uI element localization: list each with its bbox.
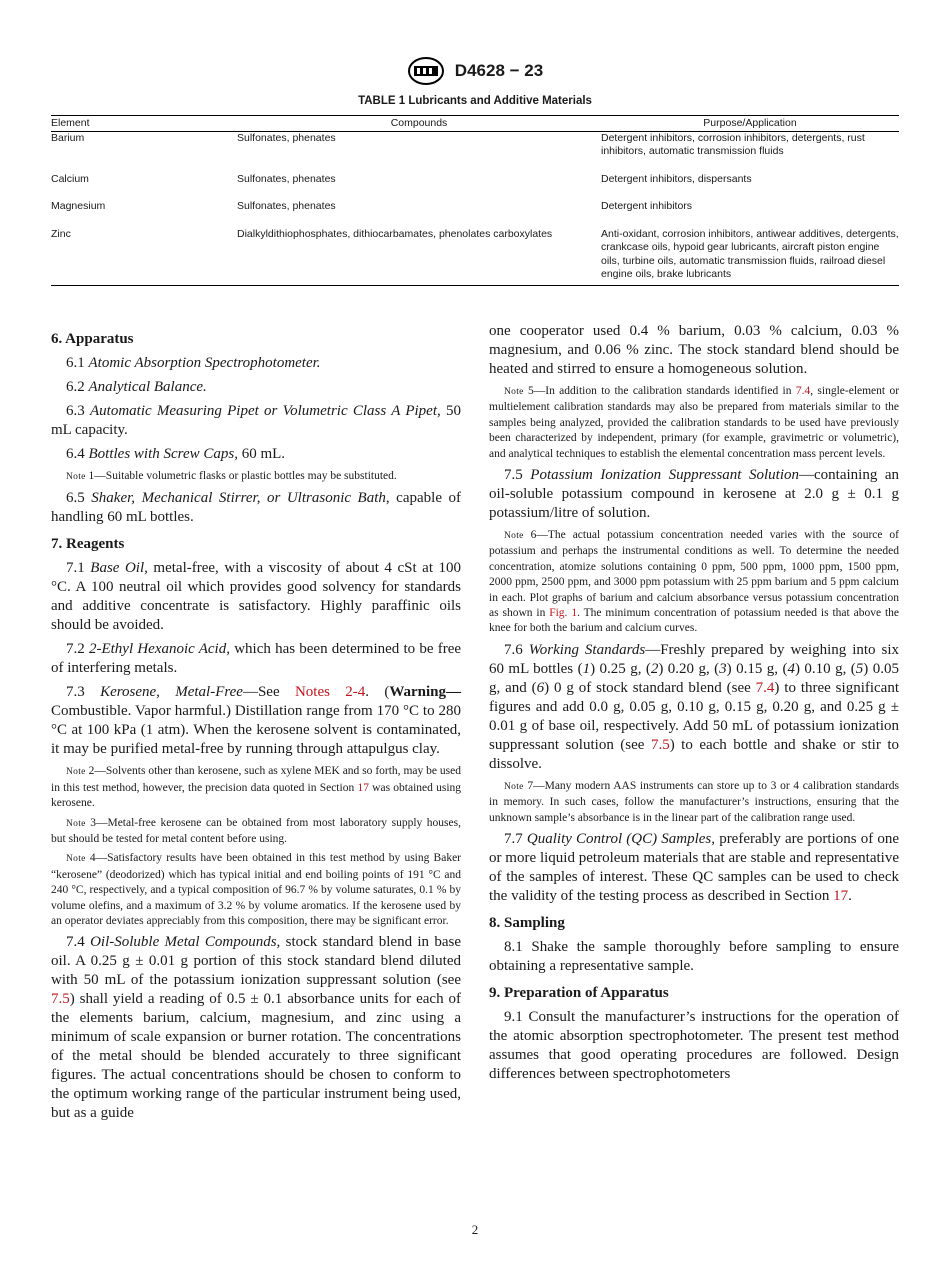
section-title-reagents: 7. Reagents xyxy=(51,536,125,553)
para-7-1: 7.1 Base Oil, metal-free, with a viscosity of about 4 cSt at 100 °C. A 100 neutral oil which provides good solvency for standards and additive concentrate is satisfactory. Highly paraffinic oils should be avoided. xyxy=(51,560,462,634)
table-row xyxy=(51,228,899,286)
table-cell: Magnesium xyxy=(51,200,106,212)
table-cell: Zinc xyxy=(51,228,237,286)
link-7-5[interactable]: 7.5 xyxy=(650,736,670,753)
note-5: Note 5—In addition to the calibration standards identified in 7.4, single-element or multielement calibration standards may also be prepared from materials similar to the samples being analyzed, provided the calibration standards to be used have previously been characterized by independent, primary (for example, gravimetric or volumetric), and analytical techniques to establish the elemental concentration mass percent levels. xyxy=(489,385,900,460)
section-title-preparation: 9. Preparation of Apparatus xyxy=(489,985,669,1002)
link-notes-2-4[interactable]: Notes 2-4 xyxy=(294,684,366,701)
astm-logo-icon xyxy=(407,56,445,86)
table-cell: Sulfonates, phenates xyxy=(237,172,336,185)
link-7-5[interactable]: 7.5 xyxy=(51,991,70,1008)
note-7: Note 7—Many modern AAS instruments can store up to 3 or 4 calibration standards in memory. In such cases, follow the manufacturer’s instructions, ensuring that the unknown sample’s absorbance is in the linear part of the calibration range used. xyxy=(489,779,899,824)
para-7-4: 7.4 Oil-Soluble Metal Compounds, stock standard blend in base oil. A 0.25 g ± 0.01 g portion of this stock standard blend diluted with 50 mL of the potassium ionization suppressant solution (see 7.5) shall yield a reading of 0.5 ± 0.1 absorbance units for each of the elements barium, calcium, magnesium, and zinc using a minimum of scale expansion or burner rotation. The concentrations of the metal should be blended accurately to three significant figures. The actual concentrations should be chosen to conform to the optimum working range of the particular instrument being used, but as a guide xyxy=(51,934,462,1122)
table-cell: Dialkyldithiophosphates, dithiocarbamates, phenolates carboxylates xyxy=(237,228,601,286)
para-6-4: 6.4 Bottles with Screw Caps, 60 mL. xyxy=(66,446,286,462)
para-7-5: 7.5 Potassium Ionization Suppressant Solution—containing an oil-soluble potassium compound in kerosene at 2.0 g ± 0.1 g potassium/litre of solution. xyxy=(489,467,900,522)
left-column xyxy=(51,322,461,1128)
col-header-element: Element xyxy=(51,116,237,132)
table-row xyxy=(51,173,899,201)
link-section-17[interactable]: 17 xyxy=(833,888,849,905)
link-fig-1[interactable]: Fig. 1 xyxy=(549,607,578,620)
note-1: Note 1—Suitable volumetric flasks or plastic bottles may be substituted. xyxy=(66,470,397,482)
table-header-row xyxy=(51,116,899,132)
table-cell: Sulfonates, phenates xyxy=(237,131,336,144)
note-3: Note 3—Metal-free kerosene can be obtained from most laboratory supply houses, but should be tested for metal content before using. xyxy=(51,816,461,846)
para-7-6: 7.6 Working Standards—Freshly prepared by weighing into six 60 mL bottles (1) 0.25 g, (2) 0.20 g, (3) 0.15 g, (4) 0.10 g, (5) 0.05 g, and (6) 0 g of stock standard blend (see 7.4) to three significant figures and add 0.0 g, 0.05 g, 0.10 g, 0.15 g, 0.20 g, and 0.25 g ± 0.01 g of base oil, respectively. Add 50 mL of potassium ionization suppressant solution (see 7.5) to each bottle and shake or stir to dissolve. xyxy=(489,641,900,772)
para-7-3: 7.3 Kerosene, Metal-Free—See Notes 2-4. (Warning— Combustible. Vapor harmful.) Distillation range from 170 °C to 280 °C at 100 kPa (1 atm). When the kerosene solvent is contaminated, it may be purified metal-free by running through attapulgus clay. xyxy=(51,684,462,758)
section-title-sampling: 8. Sampling xyxy=(489,915,565,932)
para-6-3: 6.3 Automatic Measuring Pipet or Volumetric Class A Pipet, 50 mL capacity. xyxy=(51,403,461,438)
note-2: Note 2—Solvents other than kerosene, such as xylene MEK and so forth, may be used in this test method, however, the precision data quoted in Section 17 was obtained using kerosene. xyxy=(51,765,462,810)
table-cell: Sulfonates, phenates xyxy=(237,200,336,212)
para-6-1: 6.1 Atomic Absorption Spectrophotometer. xyxy=(66,355,321,371)
lubricants-table xyxy=(51,115,899,286)
table-row xyxy=(51,131,899,173)
link-7-4[interactable]: 7.4 xyxy=(795,385,811,397)
col-header-compounds: Compounds xyxy=(237,116,601,132)
para-7-2: 7.2 2-Ethyl Hexanoic Acid, which has been determined to be free of interfering metals. xyxy=(51,641,462,677)
link-7-4[interactable]: 7.4 xyxy=(755,679,775,696)
table-cell: Calcium xyxy=(51,172,89,185)
link-section-17[interactable]: 17 xyxy=(357,781,369,794)
section-title-apparatus: 6. Apparatus xyxy=(51,331,134,347)
page-number: 2 xyxy=(471,1222,479,1237)
table-title: TABLE 1 Lubricants and Additive Materials xyxy=(358,95,592,107)
table-row xyxy=(51,200,899,228)
para-6-5: 6.5 Shaker, Mechanical Stirrer, or Ultrasonic Bath, capable of handling 60 mL bottles. xyxy=(51,490,462,526)
right-column xyxy=(489,322,899,1089)
para-9-1: 9.1 Consult the manufacturer’s instructions for the operation of the atomic absorption spectrophotometer. The present test method assumes that good operating procedures are followed. Design differences between spectrophotometers xyxy=(489,1009,899,1083)
para-8-1: 8.1 Shake the sample thoroughly before sampling to ensure obtaining a representative sample. xyxy=(489,939,899,975)
table-cell: Detergent inhibitors, dispersants xyxy=(601,172,752,185)
table-cell: Detergent inhibitors xyxy=(601,200,693,212)
col-header-purpose: Purpose/Application xyxy=(601,116,899,132)
table-cell: Anti-oxidant, corrosion inhibitors, antiwear additives, detergents, crankcase oils, hypoid gear lubricants, aircraft piston engine oils, turbine oils, automatic transmission fluids, railroad diesel engine oils, brake lubricants xyxy=(601,228,899,286)
table-cell: Detergent inhibitors, corrosion inhibitors, detergents, rust inhibitors, automatic transmission fluids xyxy=(601,131,865,157)
para-6-2: 6.2 Analytical Balance. xyxy=(66,379,207,395)
para-7-7: 7.7 Quality Control (QC) Samples, preferably are portions of one or more liquid petroleum materials that are stable and representative of the samples of interest. These QC samples can be used to check the validity of the testing process as described in Section 17. xyxy=(489,831,900,905)
note-6: Note 6—The actual potassium concentration needed varies with the source of potassium and perhaps the instrumental conditions as well. To determine the needed concentration, atomize solutions containing 0 ppm, 500 ppm, 1000 ppm, 1500 ppm, 2000 ppm, 2500 ppm, and 3000 ppm potassium with 25 ppm barium and 5 ppm calcium in each. Plot graphs of barium and calcium absorbance versus potassium concentration as shown in Fig. 1. The minimum concentration of potassium needed is that above the knee for both the barium and calcium curves. xyxy=(489,529,900,635)
table-cell: Barium xyxy=(51,131,85,144)
designation: D4628 − 23 xyxy=(454,61,544,80)
para-7-4-continued: one cooperator used 0.4 % barium, 0.03 % calcium, 0.03 % magnesium, and 0.06 % zinc. The stock standard blend should be heated and stirred to ensure a homogeneous solution. xyxy=(489,323,899,377)
note-4: Note 4—Satisfactory results have been obtained in this test method by using Baker “kerosene” (deodorized) which has typical initial and end boiling points of 191 °C and 240 °C, respectively, and a typical composition of 96.7 % by volume saturates, 0.1 % by volume olefins, and a maximum of 3.2 % by volume aromatics. If the kerosene used by an operator deviates appreciably from this composition, there may be significant error. xyxy=(51,852,462,928)
page-header xyxy=(0,56,950,86)
